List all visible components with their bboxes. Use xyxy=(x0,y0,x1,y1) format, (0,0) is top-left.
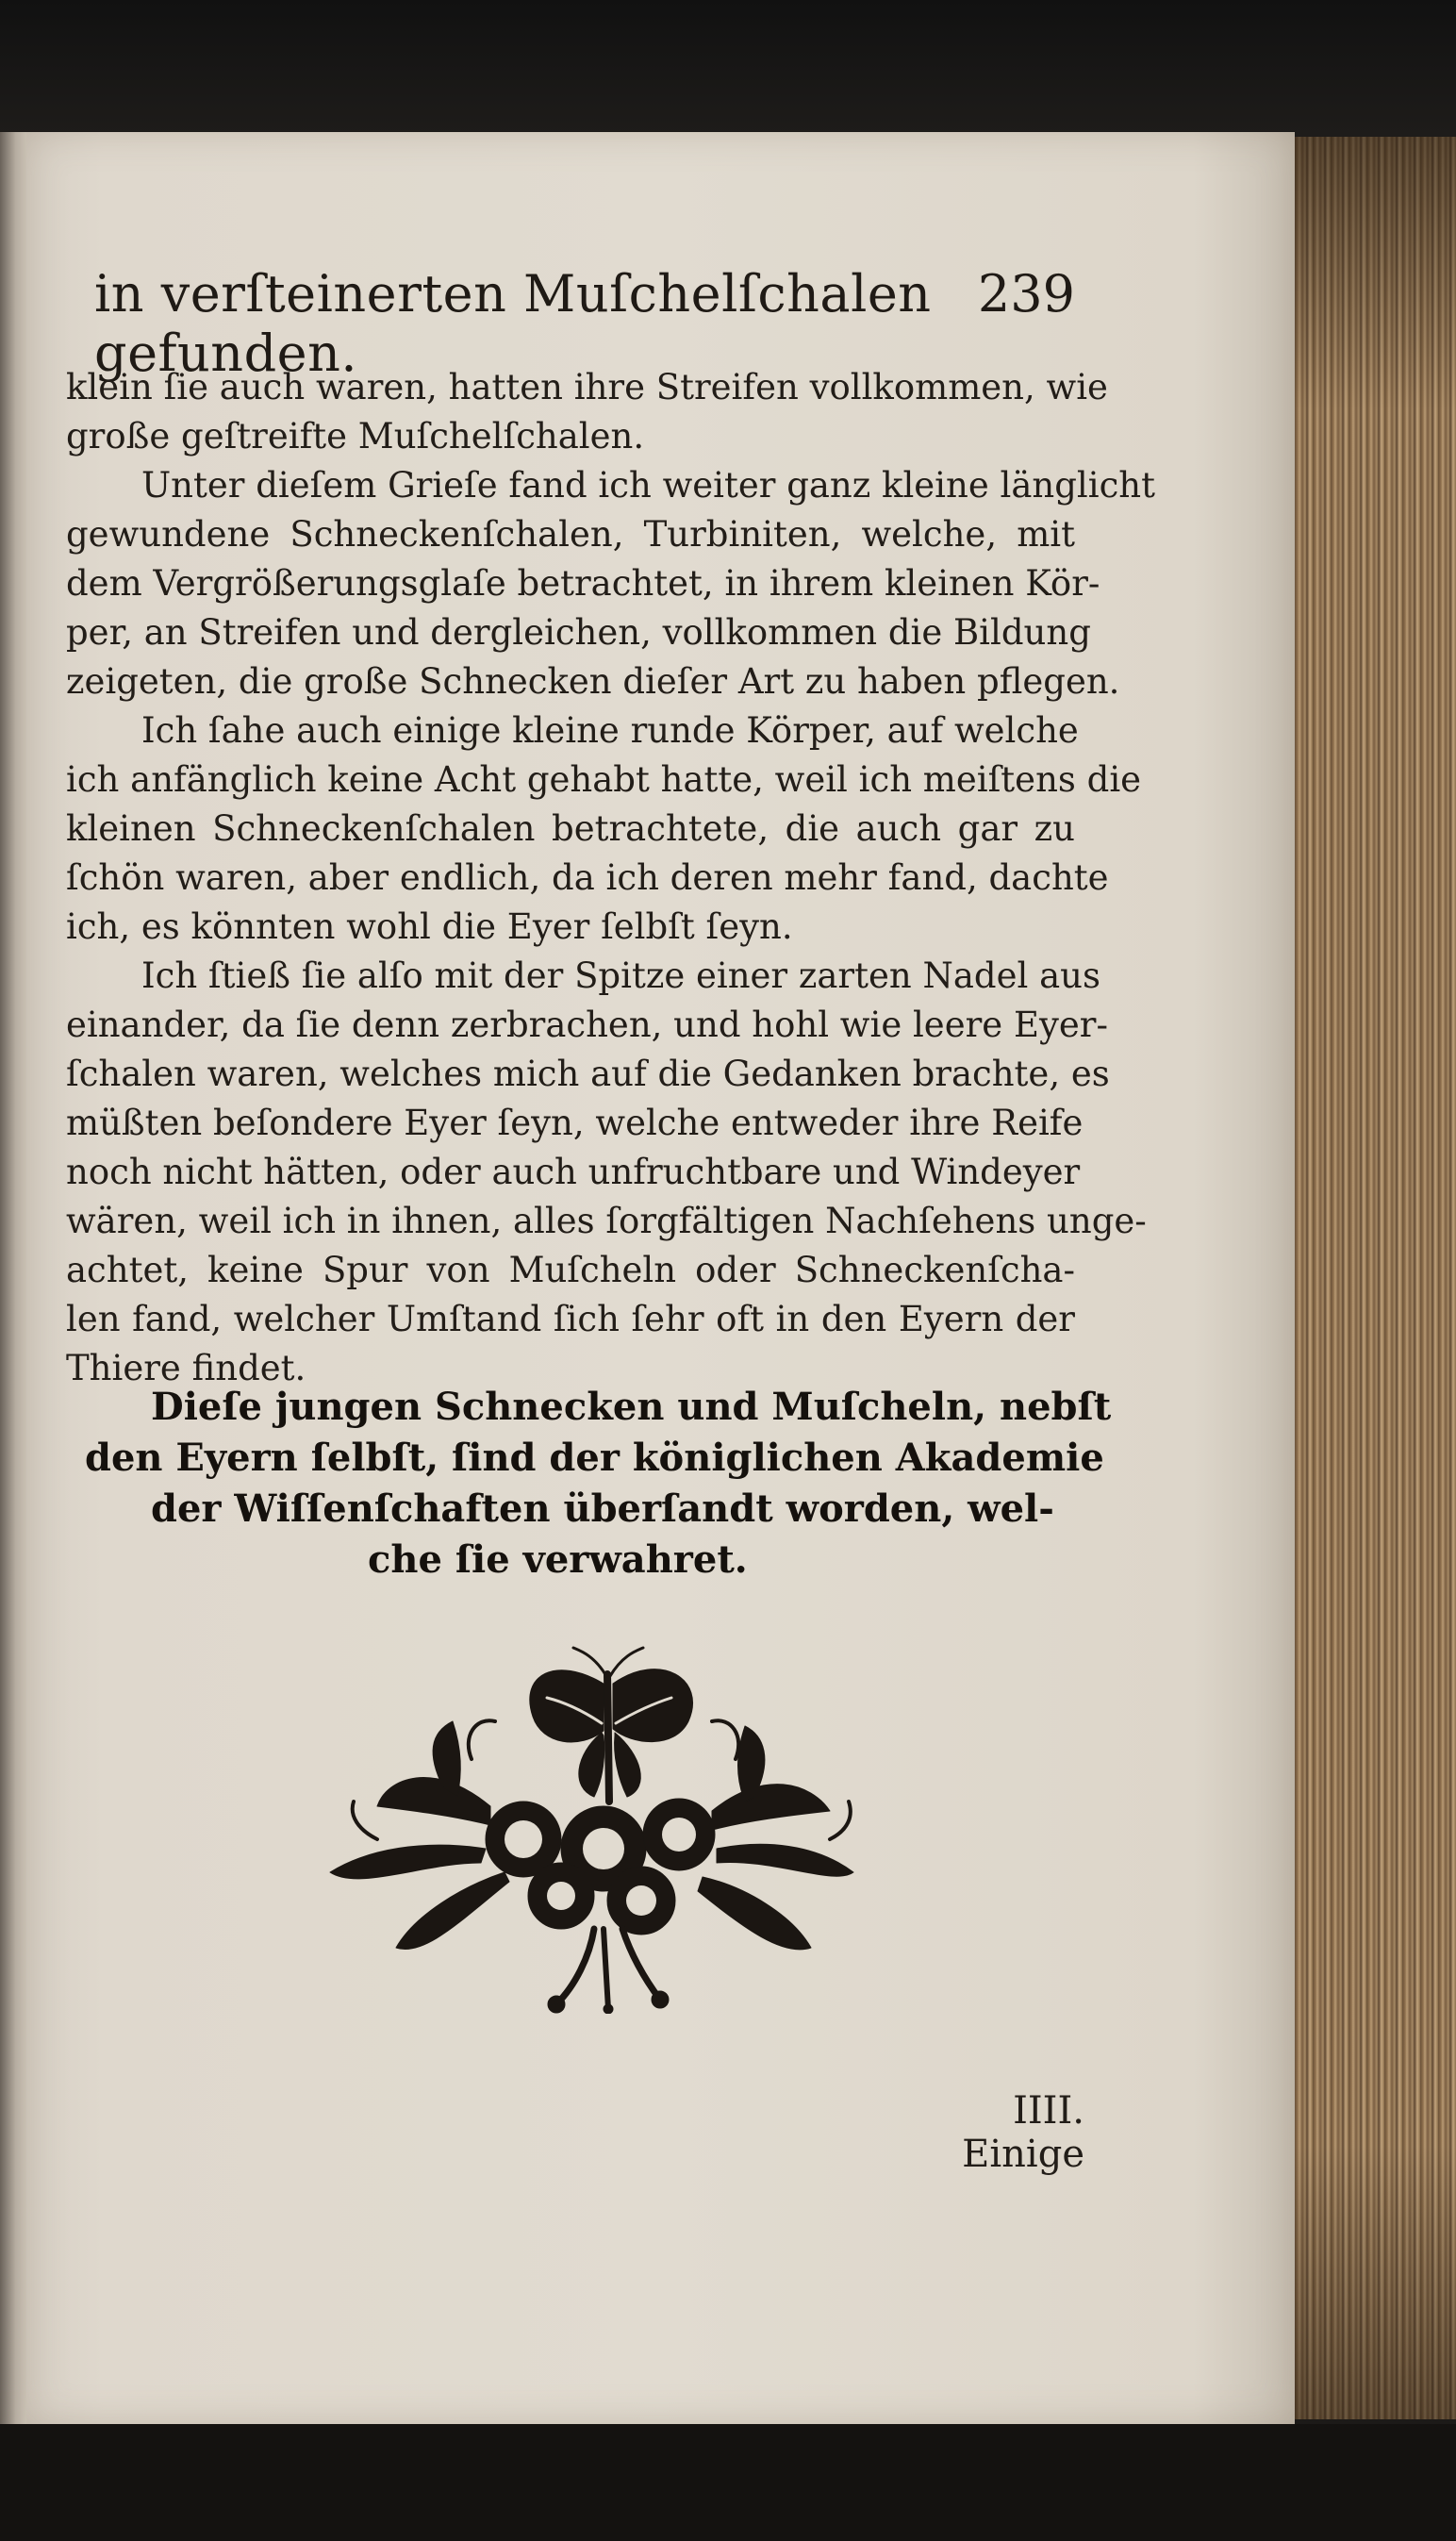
text-line: gewundene Schneckenſchalen, Turbiniten, welche, mit xyxy=(66,514,1075,555)
text-line: ſchalen waren, welches mich auf die Gedanken brachte, es xyxy=(66,1054,1110,1094)
text-line: zeigeten, die große Schnecken dieſer Art zu haben pflegen. xyxy=(66,661,1120,702)
closing-line: che ſie verwahret. xyxy=(368,1537,748,1582)
text-line: dem Vergrößerungsglaſe betrachtet, in ihrem kleinen Kör- xyxy=(66,563,1100,604)
text-line: kleinen Schneckenſchalen betrachtete, die auch gar zu xyxy=(66,808,1075,849)
text-line: per, an Streifen und dergleichen, vollkommen die Bildung xyxy=(66,612,1091,653)
text-line: noch nicht hätten, oder auch unfruchtbare und Windeyer xyxy=(66,1152,1081,1192)
text-line: ich anfänglich keine Acht gehabt hatte, weil ich meiſtens die xyxy=(66,759,1142,800)
page-number: 239 xyxy=(977,264,1075,324)
fore-edge-shadow xyxy=(1295,137,1456,2419)
text-line: klein ſie auch waren, hatten ihre Streifen vollkommen, wie xyxy=(66,367,1108,407)
text-line: len fand, welcher Umſtand ſich ſehr oft in den Eyern der xyxy=(66,1299,1075,1339)
text-line: Ich ſahe auch einige kleine runde Körper, auf welche xyxy=(141,710,1079,751)
text-line: achtet, keine Spur von Muſcheln oder Schneckenſcha- xyxy=(66,1250,1075,1290)
floral-vignette-icon xyxy=(321,1646,858,2014)
text-line: große geſtreifte Muſchelſchalen. xyxy=(66,416,645,457)
scan-top-border xyxy=(0,0,1456,137)
text-line: ſchön waren, aber endlich, da ich deren mehr fand, dachte xyxy=(66,857,1109,898)
closing-statement xyxy=(66,1382,1112,1586)
text-line: Ich ſtieß ſie alſo mit der Spitze einer zarten Nadel aus xyxy=(141,955,1100,996)
closing-line: den Eyern ſelbſt, ſind der königlichen Akademie xyxy=(85,1436,1104,1480)
scan-bottom-border xyxy=(0,2424,1456,2541)
running-title: in verſteinerten Muſchelſchalen gefunden. xyxy=(94,264,932,383)
text-line: einander, da ſie denn zerbrachen, und hohl wie leere Eyer- xyxy=(66,1005,1108,1045)
running-head xyxy=(94,264,1075,383)
text-line: ich, es könnten wohl die Eyer ſelbſt ſeyn. xyxy=(66,906,793,947)
body-text xyxy=(66,363,1155,1393)
closing-line: Dieſe jungen Schnecken und Muſcheln, nebſt xyxy=(151,1385,1112,1429)
text-line: Thiere findet. xyxy=(66,1348,306,1388)
gutter-edge xyxy=(0,132,26,2424)
closing-line: der Wiſſenſchaften überſandt worden, wel- xyxy=(151,1486,1054,1531)
text-line: wären, weil ich in ihnen, alles ſorgfältigen Nachſehens unge- xyxy=(66,1201,1147,1241)
text-line: müßten beſondere Eyer ſeyn, welche entweder ihre Reife xyxy=(66,1103,1084,1143)
text-line: Unter dieſem Grieſe fand ich weiter ganz kleine länglicht xyxy=(141,465,1155,506)
catchword: IIII. Einige xyxy=(962,2089,1084,2176)
